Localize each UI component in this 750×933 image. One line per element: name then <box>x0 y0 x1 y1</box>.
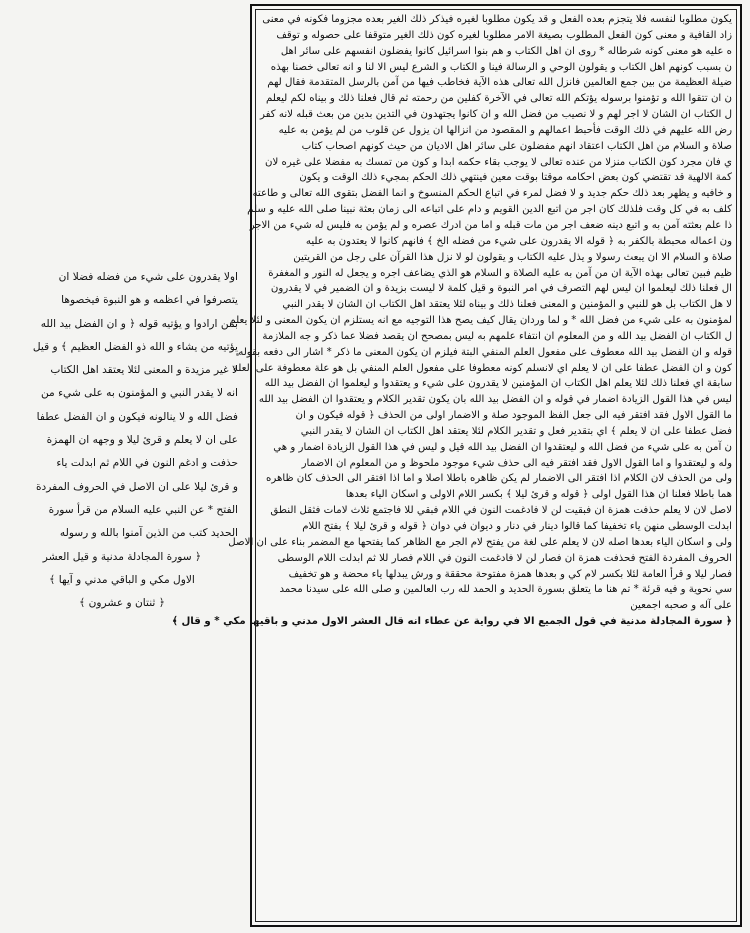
text-line: يكون مطلوبا لنفسه فلا يتجزم بعده الفعل و قد يكون مطلوبا لغيره فيذكر ذلك الغير بعده مجزوما فكونه في معنى <box>262 14 732 25</box>
margin-line: بمن ارادوا و يؤتيه قوله ﴿ و ان الفضل بيد الله <box>40 317 238 330</box>
text-line: ي فان مجرد كون الكتاب منزلا من عنده تعالى لا يوجب بقاء حكمه ابدا و كون من تمسك به مفضلا على غيره لان <box>265 156 732 168</box>
text-line: ال فعلنا ذلك ليعلموا ان ليس لهم التصرف في امر النبوة و قيل كلمة لا ليست بزيدة و ان الضمير في لا يقدرون <box>270 283 732 295</box>
text-line: لاصل لان لا يعلم حذفت همزة ان فبقيت لن لا فادغمت النون في اللام فبقي للا فاجتمع ثلاث لامات فثقل النطق <box>270 505 732 517</box>
margin-line: انه لا يقدر النبي و المؤمنون به على شيء من <box>40 387 238 400</box>
text-line: ل الكتاب ان الفضل بيد الله و من المعلوم ان انتفاء علمهم به ليس بمصحح ان يقصد فضلا عما ذكر و جه الملازمة <box>262 330 732 342</box>
margin-line: على ان لا يعلم و قرئ ليلا و وجهه ان الهمزة <box>46 434 238 447</box>
text-line: قوله و ان الفضل بيد الله معطوف على مفعول العلم المنفي البتة فيلزم ان يكون المعنى ما ذكر * اشار الى دفعه بقوله <box>238 346 732 358</box>
margin-commentary <box>6 266 238 615</box>
text-line: صلاة و السلام الا ان يبعث رسولا و يذل عليه الكتاب و يقولون لو لا نزل هذا القرآن على رجل من القريتين <box>293 251 732 263</box>
text-line: لا هل الكتاب بل هو للنبي و المؤمنين و المعنى فعلنا ذلك و بيناه لئلا يعتقد اهل الكتاب ان الشان لا يقدر النبي <box>282 299 732 311</box>
text-line: لمؤمنون به على شيء من فضل الله * و لما وردان يقال كيف يصح هذا التوجيه مع انه يستلزم ان يكون المعنى و لئلا يعلم <box>229 315 732 327</box>
margin-line: الفتح * عن النبي عليه السلام من قرأ سورة <box>48 503 238 516</box>
text-line: كمة الالهية قد تقتضي كون بعض احكامه موقتا بوقت معين فينتهي ذلك الحكم بمجيء ذلك الوقت و يكون <box>299 172 732 184</box>
margin-line: يؤتيه من يشاء و الله ذو الفضل العظيم ﴾ و قيل <box>32 340 238 353</box>
margin-line: فضل الله و لا ينالونه فيكون و ان الفضل عطفا <box>36 410 238 423</box>
text-line: ذا علم بعثته آمن به و اتبع دينه ضعف اجر من مات قبله و اما من ادرك عصره و لم يؤمن به فليس له شيء من الاجر <box>249 219 732 231</box>
text-line: وله و ليعتقدوا و اما القول الاول فقد افتقر فيه الى حذف شيء موجود ملحوظ و من المعلوم ان الاضمار <box>301 457 732 469</box>
margin-line: الحديد كتب من الذين آمنوا بالله و رسوله <box>59 527 238 540</box>
margin-line: لا غير مزيدة و المعنى لئلا يعتقد اهل الكتاب <box>50 364 238 377</box>
text-line: فصار ليلا و قرأ العامة لئلا بكسر لام كي و بعدها همزة مفتوحة محققة و ورش يبدلها ياء محضة و هو تخفيف <box>288 568 732 580</box>
text-line: هما باطلا فعلنا ان هذا القول اولى ﴿ قوله و قرئ ليلا ﴾ بكسر اللام الاولى و اسكان الياء بعدها <box>345 489 732 501</box>
text-line: ن ان تتقوا الله و تؤمنوا برسوله يؤتكم الله تعالى في الآخرة كفلين من رحمته ثم قال فعلنا ذلك و بيناه لكم ليعلم <box>266 93 732 105</box>
text-line: ن آمن به على شيء من فضل الله و ليعتقدوا ان الفضل بيد الله قيل و ليس في هذا القول الزيادة اضمار و هي <box>273 441 732 453</box>
text-line: ه عليه هو معنى كونه شرطاله * روى ان اهل الكتاب و هم بنوا اسرائيل كانوا يفضلون انفسهم على سائر اهل <box>280 45 732 57</box>
margin-line: يتصرفوا في اعظمه و هو النبوة فيخصوها <box>61 294 238 307</box>
text-line: و خافيه و يظهر بعد ذلك حكم جديد و لا فضل لمرء في اتباع الحكم المنسوخ و انما الفضل بتقوى الله تعالى و طاعته <box>252 188 732 200</box>
text-line: ضيلة العظيمة من بين جمع العالمين فانزل الله تعالى هذه الآية فخاطب فيها من آمن بالرسل المتقدمة فقال لهم <box>267 77 732 89</box>
surah-heading: ﴿ سورة المجادلة مدنية و قيل العشر <box>42 550 202 563</box>
text-line: كون و ان الفضل عطفا على ان لا يعلم اي لانسلم كونه معطوفا على مفعول العلم المنفي بل هو علة معطوفة على العلة <box>232 362 732 374</box>
text-line: صلاة و السلام من اهل الكتاب اعتقاد انهم مفضلون على سائر اهل الاديان من حيث كونهم اصحاب كتاب <box>301 140 732 152</box>
text-line: كلف به في كل وقت فلذلك كان اجر من اتبع الدين القويم و دام على اتباعه الى زمان بعثة نبينا صلى الله عليه و سلم <box>247 204 732 216</box>
text-line: ابدلت الوسطى منهن ياء تخفيفا كما قالوا دينار في دنار و ديوان في دوان ﴿ قوله و قرئ ليلا ﴾ بفتح اللام <box>302 521 732 532</box>
text-line: ن بسبب كونهم اهل الكتاب و يقولون الوحي و الرسالة فينا و الكتاب و الشرع ليس الا لنا و انه تعالى خصنا بهذه <box>270 61 732 73</box>
text-line: ون اعماله محبطة بالكفر به ﴿ قوله الا يقدرون على شيء من فضله الخ ﴾ فانهم كانوا لا يعتدون به عليه <box>305 235 732 247</box>
page-frame <box>171 4 742 927</box>
text-line: سابقة اي فعلنا ذلك لئلا يعلم اهل الكتاب ان المؤمنين لا يقدرون على شيء و يعتقدوا و ليعلموا ان الفضل بيد الله <box>264 378 732 390</box>
text-line: ل الكتاب ان الشان لا اجر لهم و لا نصيب من فضل الله و ان كانوا يجتهدون في التدين بدين من بعث قبله لانه كفر <box>260 109 732 121</box>
margin-line: و قرئ ليلا على ان الاصل في الحروف المفردة <box>35 480 238 493</box>
main-text-body <box>171 12 732 919</box>
surah-heading: ﴿ ثنتان و عشرون ﴾ <box>79 597 165 610</box>
text-line: على آله و صحبه اجمعين <box>630 600 732 612</box>
text-line: ما القول الاول فقد افتقر فيه الى جعل الفظ الموجود صلة و الاضمار اولى من الحذف ﴿ قوله فيكون و ان <box>295 410 732 422</box>
text-line: الحروف المفردة الفتح فحذفت همزة ان فصار لن لا فادغمت النون في اللام فصار للا ثم ابدلت اللام الوسطى <box>277 552 732 564</box>
margin-line: حذفت و ادغم النون في اللام ثم ابدلت ياء <box>56 457 238 470</box>
text-line: زاد القافية و معنى كون الفعل المطلوب بصيغة الامر مطلوبا لغيره كون ذلك الغير متوقفا على حصوله و توقف <box>276 29 732 41</box>
text-line: ظيم فبين تعالى بهذه الآية ان من آمن به عليه الصلاة و السلام هو الذي يضاعف اجره و يجعل له النور و المغفرة <box>268 267 732 279</box>
text-line: رض الله عليهم في ذلك الوقت فأحبط اعمالهم و المقصود من انزالها ان يزول عن قلوب من لم يؤمن به عليه <box>278 124 732 136</box>
margin-line: اولا يقدرون على شيء من فضله فضلا ان <box>58 271 238 283</box>
text-line: ليس في هذا القول الزيادة اضمار في قوله و ان الفضل بيد الله بان يكون تقدير الكلام و يعتقدوا ان الفضل بيد الله <box>258 394 732 406</box>
text-line: ولى و اسكان الياء بعدها اصله لان لا يعلم على لغة من يفتح لام الجر مع الظاهر كما يفتحها مع المضمر بناء على ان الاصل <box>228 536 732 548</box>
surah-heading-line: ﴿ سورة المجادلة مدنية في قول الجميع الا في رواية عن عطاء انه قال العشر الاول مدني و باقيها مكي * و قال ﴾ <box>171 616 732 628</box>
surah-heading: الاول مكي و الباقي مدني و آيها ﴾ <box>49 573 195 586</box>
text-line: سي نحوية و فيه قرئة * تم هنا ما يتعلق بسورة الحديد و الحمد لله رب العالمين و صلى الله على سيدنا محمد <box>279 584 732 596</box>
text-line: فضل عطفا على ان لا يعلم ﴾ اي بتقدير فعل و تقدير الكلام لئلا يعتقد اهل الكتاب ان الشان لا يقدر النبي <box>300 425 732 437</box>
text-line: ولى من الحذف لان الكلام اذا افتقر الى الاضمار لم يكن ظاهره باطلا اصلا و اما اذا افتقر الى الحذف كان ظاهره <box>266 473 732 485</box>
